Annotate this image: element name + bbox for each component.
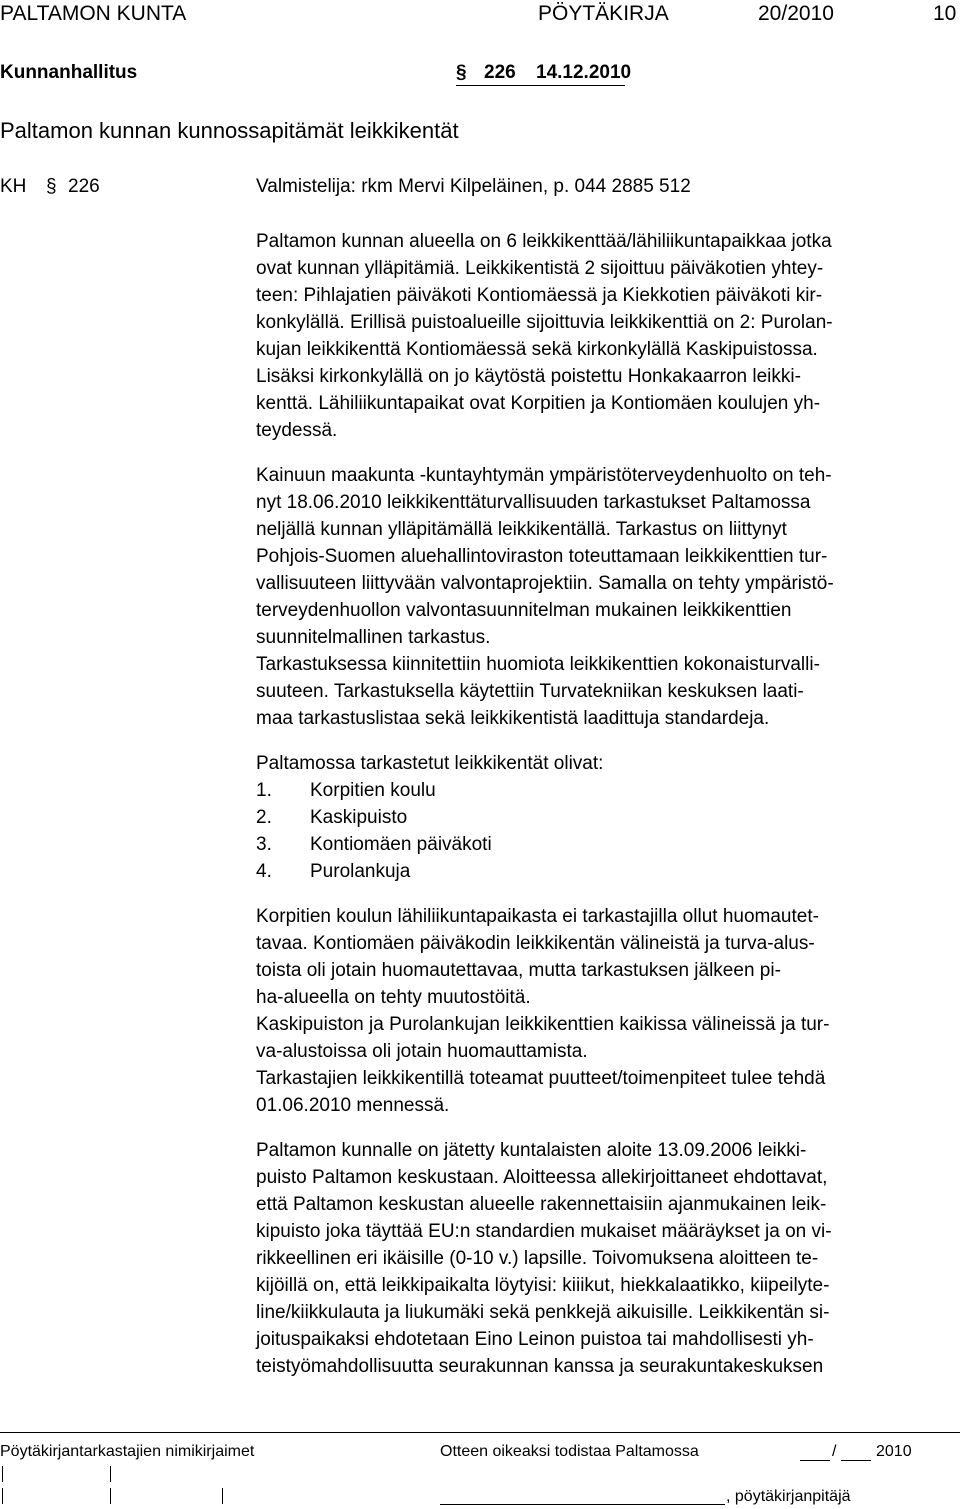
text-line: Tarkastuksessa kiinnitettiin huomiota leikkikenttien kokonaisturvalli- xyxy=(256,654,820,675)
text-line: Korpitien koulun lähiliikuntapaikasta ei tarkastajilla ollut huomautet- xyxy=(256,906,819,927)
text-line: neljällä kunnan ylläpitämällä leikkikentällä. Tarkastus on liittynyt xyxy=(256,519,787,540)
text-line: kenttä. Lähiliikuntapaikat ovat Korpitien ja Kontiomäen koulujen yh- xyxy=(256,393,821,414)
text-line: va-alustoissa oli jotain huomauttamista. xyxy=(256,1041,588,1062)
list-item xyxy=(256,831,960,858)
text-line: 01.06.2010 mennessä. xyxy=(256,1095,450,1116)
text-line: kujan leikkikenttä Kontiomäessä sekä kirkonkylällä Kaskipuistossa. xyxy=(256,339,818,360)
governing-body: Kunnanhallitus xyxy=(0,62,138,83)
text-line: joituspaikaksi ehdotetaan Eino Leinon puistoa tai mahdollisesti yh- xyxy=(256,1329,814,1350)
text-line: Paltamon kunnan alueella on 6 leikkikenttää/lähiliikuntapaikkaa jotka xyxy=(256,231,832,252)
initial-mark xyxy=(222,1488,223,1504)
list-number: 2. xyxy=(256,807,272,828)
text-line: ha-alueella on tehty muutostöitä. xyxy=(256,987,531,1008)
initial-mark xyxy=(110,1466,111,1482)
day-blank xyxy=(800,1460,830,1461)
list-item xyxy=(256,777,960,804)
text-line: teen: Pihlajatien päiväkoti Kontiomäessä ja Kiekkotien päiväkoti kir- xyxy=(256,285,823,306)
keeper-label: , pöytäkirjanpitäjä xyxy=(726,1488,851,1505)
text-line: Tarkastajien leikkikentillä toteamat puutteet/toimenpiteet tulee tehdä xyxy=(256,1068,826,1089)
section-symbol: § xyxy=(456,62,467,83)
text-line: nyt 18.06.2010 leikkikenttäturvallisuuden tarkastukset Paltamossa xyxy=(256,492,811,513)
initial-mark xyxy=(2,1466,3,1482)
document-number: 20/2010 xyxy=(758,2,834,25)
list-intro: Paltamossa tarkastetut leikkikentät olivat: xyxy=(256,753,604,774)
text-line: konkylällä. Erillisä puistoalueille sijoittuvia leikkikenttiä on 2: Purolan- xyxy=(256,312,833,333)
body-text xyxy=(256,228,960,1380)
list-item xyxy=(256,858,960,885)
paragraph-spacer xyxy=(256,444,960,462)
text-line: kijöillä on, että leikkipaikalta löytyisi: kiiikut, hiekkalaatikko, kiipeilyte- xyxy=(256,1275,830,1296)
text-line: Pohjois-Suomen aluehallintoviraston toteuttamaan leikkikenttien tur- xyxy=(256,546,828,567)
initial-mark xyxy=(110,1488,111,1504)
meeting-date: 14.12.2010 xyxy=(536,62,632,83)
paragraph-1 xyxy=(256,228,960,444)
paragraph-4 xyxy=(256,903,960,1119)
text-line: Kaskipuiston ja Purolankujan leikkikenttien kaikissa välineissä ja tur- xyxy=(256,1014,830,1035)
keeper-signature-line xyxy=(440,1504,725,1505)
kh-section-symbol: § xyxy=(46,176,57,197)
text-line: puisto Paltamon keskustaan. Aloitteessa allekirjoittaneet ehdottavat, xyxy=(256,1167,828,1188)
list-item-name: Kaskipuisto xyxy=(310,807,408,828)
list-number: 3. xyxy=(256,834,272,855)
footer-rule xyxy=(0,1432,960,1433)
text-line: tavaa. Kontiomäen päiväkodin leikkikentän välineistä ja turva-alus- xyxy=(256,933,815,954)
text-line: vallisuuteen liittyvään valvontaprojektiin. Samalla on tehty ympäristö- xyxy=(256,573,834,594)
certified-label: Otteen oikeaksi todistaa Paltamossa xyxy=(440,1443,699,1460)
paragraph-2 xyxy=(256,462,960,732)
paragraph-spacer xyxy=(256,885,960,903)
text-line: että Paltamon keskustan alueelle rakennettaisiin ajanmukainen leik- xyxy=(256,1194,827,1215)
text-line: teydessä. xyxy=(256,420,338,441)
text-line: kipuisto joka täyttää EU:n standardien mukaiset määräykset ja on vi- xyxy=(256,1221,832,1242)
list-number: 1. xyxy=(256,780,272,801)
paragraph-spacer xyxy=(256,1119,960,1137)
date-slash: / xyxy=(832,1443,837,1460)
certified-year: 2010 xyxy=(876,1443,912,1460)
text-line: line/kiikkulauta ja liukumäki sekä penkkejä aikuisille. Leikkikentän si- xyxy=(256,1302,830,1323)
text-line: terveydenhuollon valvontasuunnitelman mukainen leikkikenttien xyxy=(256,600,792,621)
text-line: toista oli jotain huomautettavaa, mutta tarkastuksen jälkeen pi- xyxy=(256,960,781,981)
text-line: Kainuun maakunta -kuntayhtymän ympäristöterveydenhuolto on teh- xyxy=(256,465,832,486)
page-title: Paltamon kunnan kunnossapitämät leikkikentät xyxy=(0,118,459,143)
list-item-name: Kontiomäen päiväkoti xyxy=(310,834,492,855)
signatures-label: Pöytäkirjantarkastajien nimikirjaimet xyxy=(0,1443,255,1460)
paragraph-3 xyxy=(256,750,960,885)
municipality-name: PALTAMON KUNTA xyxy=(0,2,187,25)
list-number: 4. xyxy=(256,861,272,882)
paragraph-5 xyxy=(256,1137,960,1380)
text-line: ovat kunnan ylläpitämiä. Leikkikentistä 2 sijoittuu päiväkotien yhtey- xyxy=(256,258,824,279)
subheader-underline xyxy=(456,85,625,86)
month-blank xyxy=(841,1460,871,1461)
kh-section-number: 226 xyxy=(68,176,100,197)
list-item xyxy=(256,804,960,831)
section-number: 226 xyxy=(484,62,516,83)
kh-label: KH xyxy=(0,176,27,197)
text-line: suunnitelmallinen tarkastus. xyxy=(256,627,491,648)
list-item-name: Purolankuja xyxy=(310,861,411,882)
text-line: teistyömahdollisuutta seurakunnan kanssa ja seurakuntakeskuksen xyxy=(256,1356,824,1377)
text-line: suuteen. Tarkastuksella käytettiin Turvatekniikan keskuksen laati- xyxy=(256,681,804,702)
initial-mark xyxy=(2,1488,3,1504)
text-line: Lisäksi kirkonkylällä on jo käytöstä poistettu Honkakaarron leikki- xyxy=(256,366,801,387)
preparer-line: Valmistelija: rkm Mervi Kilpeläinen, p. 044 2885 512 xyxy=(256,176,691,197)
text-line: Paltamon kunnalle on jätetty kuntalaisten aloite 13.09.2006 leikki- xyxy=(256,1140,807,1161)
page-number: 10 xyxy=(933,2,957,25)
inspected-playgrounds-list xyxy=(256,777,960,885)
text-line: maa tarkastuslistaa sekä leikkikentistä laadittuja standardeja. xyxy=(256,708,770,729)
document-type: PÖYTÄKIRJA xyxy=(538,2,669,25)
paragraph-spacer xyxy=(256,732,960,750)
text-line: rikkeellinen eri ikäisille (0-10 v.) lapsille. Toivomuksena aloitteen te- xyxy=(256,1248,819,1269)
list-item-name: Korpitien koulu xyxy=(310,780,436,801)
